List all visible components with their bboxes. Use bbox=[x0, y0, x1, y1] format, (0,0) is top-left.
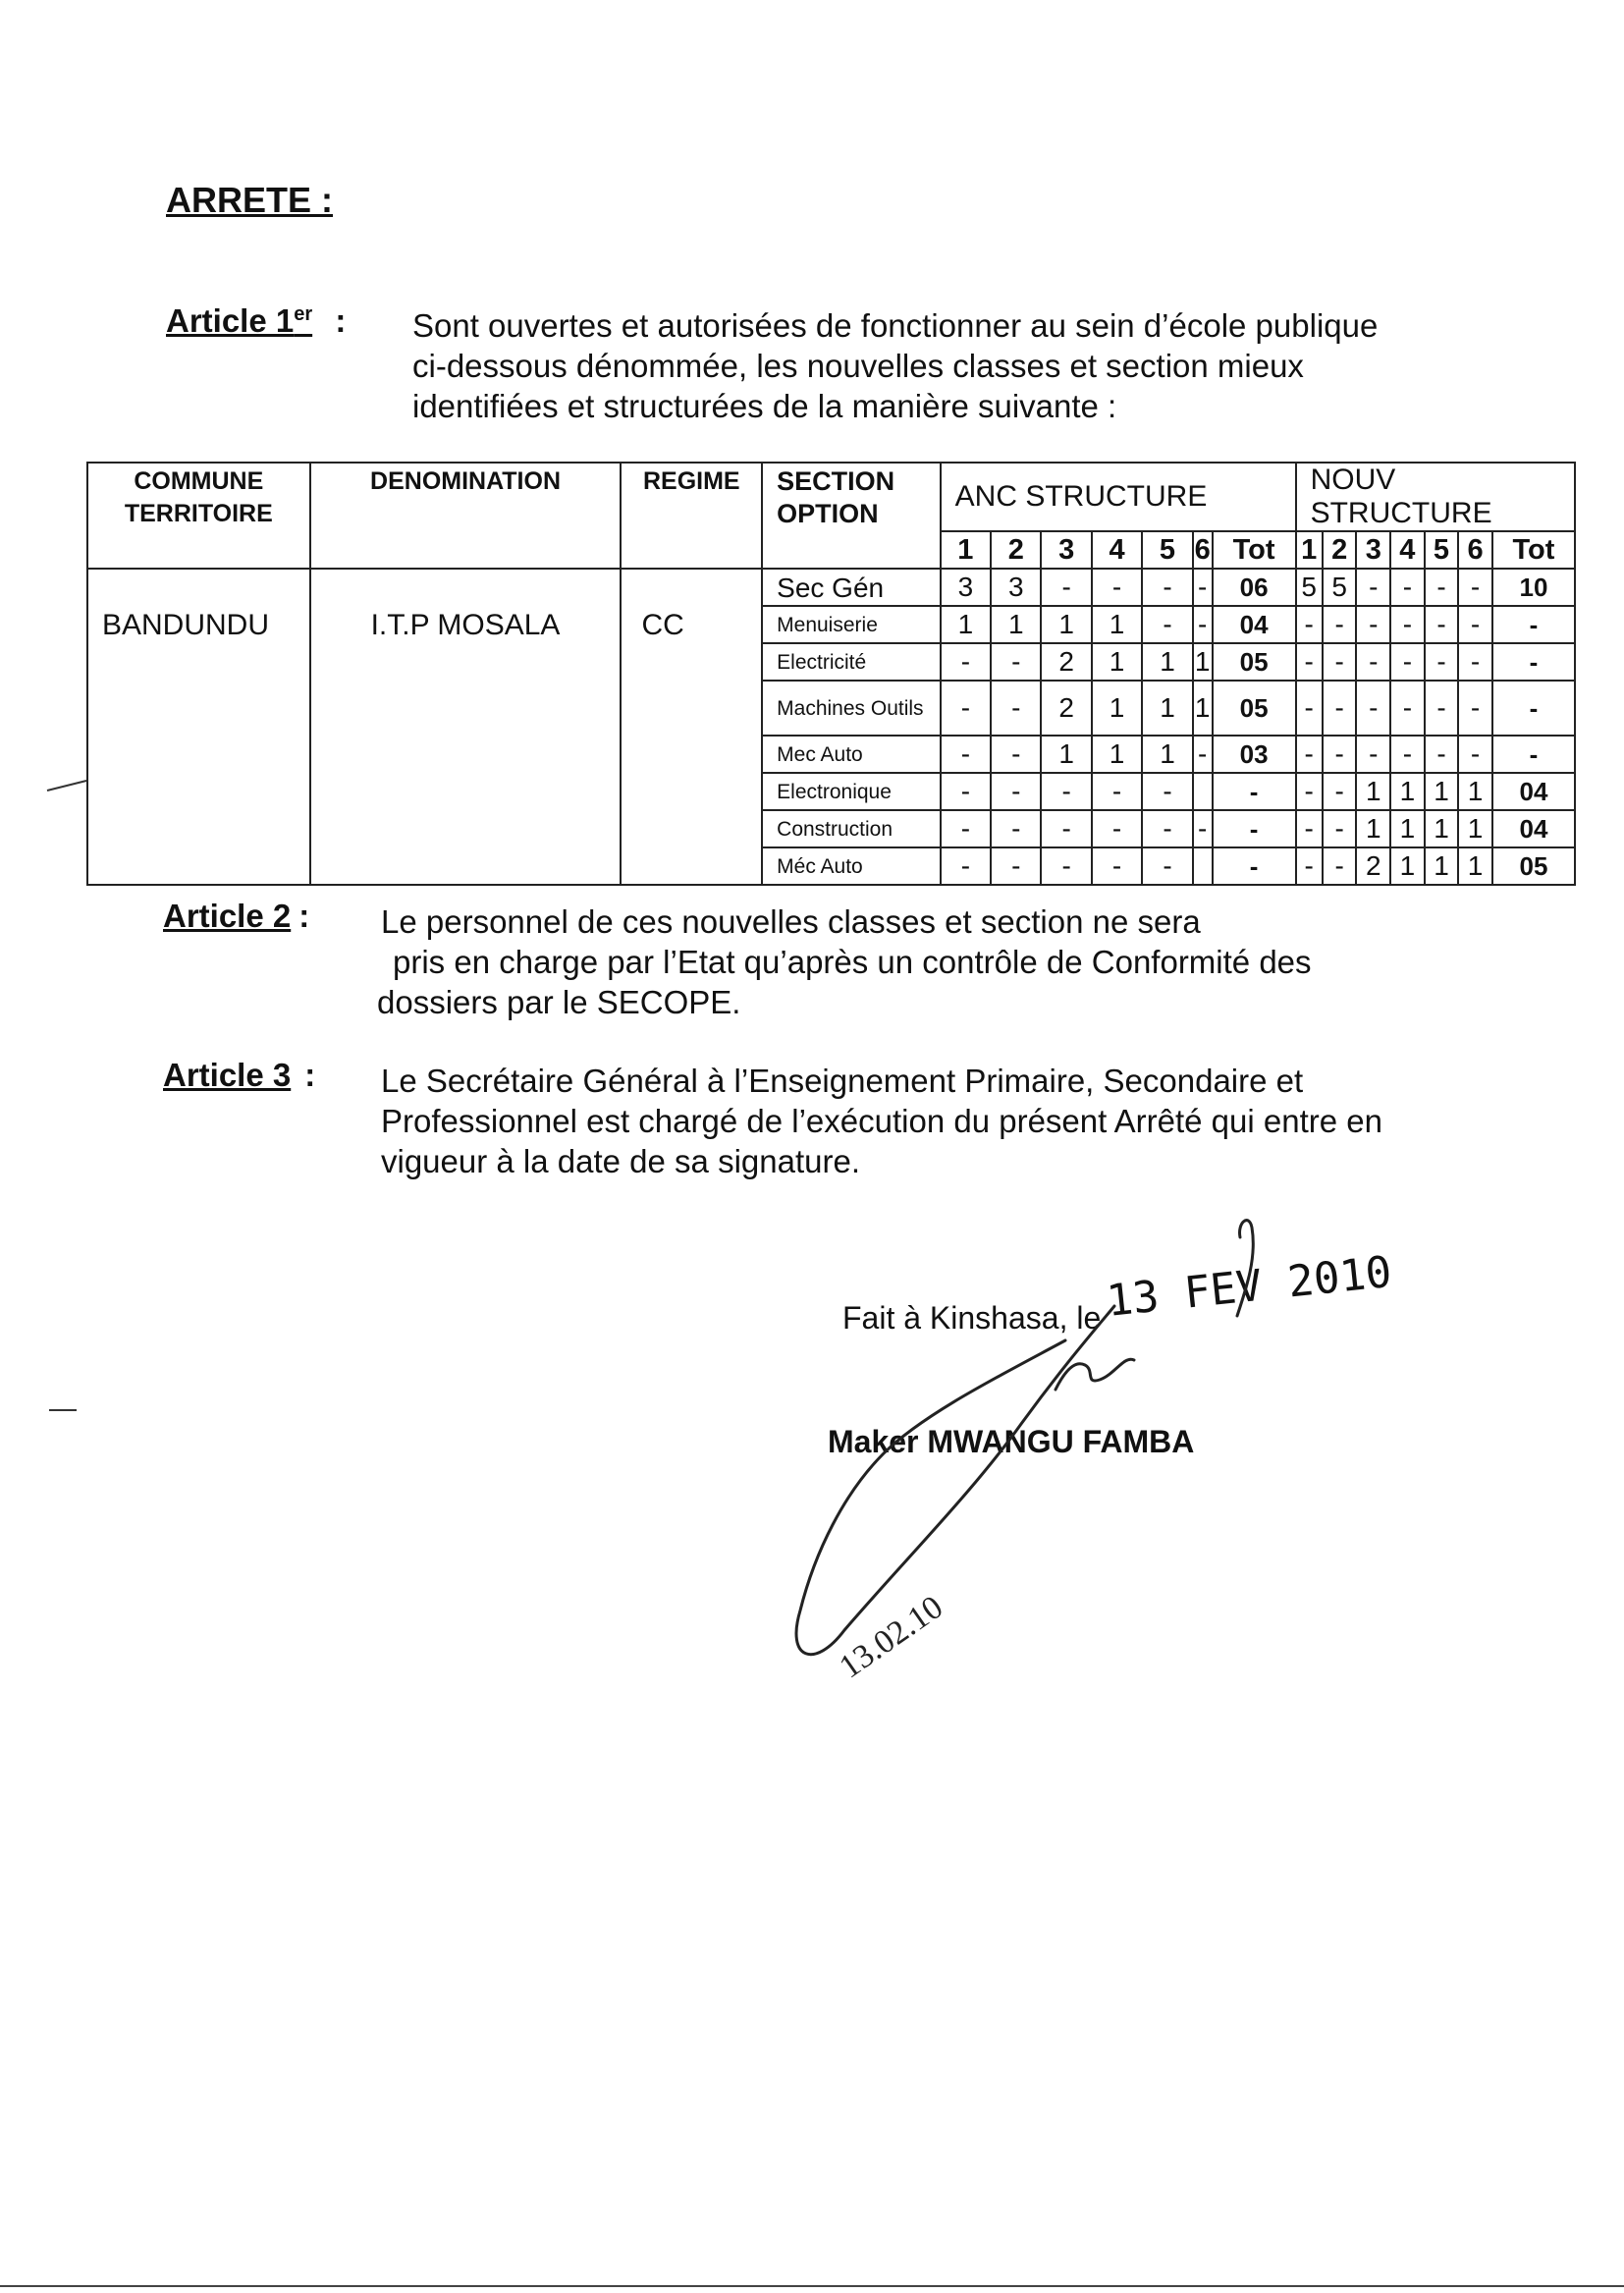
nouv-cell: - bbox=[1323, 773, 1357, 810]
anc-year-header: 5 bbox=[1142, 531, 1192, 569]
anc-cell: - bbox=[941, 810, 991, 847]
nouv-cell: 1 bbox=[1390, 847, 1425, 885]
header-section: SECTION OPTION bbox=[762, 463, 941, 569]
anc-cell: 1 bbox=[1193, 643, 1213, 681]
regime-cell: CC bbox=[621, 569, 762, 885]
anc-cell: - bbox=[1142, 847, 1192, 885]
nouv-cell: - bbox=[1323, 681, 1357, 736]
nouv-cell: - bbox=[1296, 847, 1323, 885]
anc-cell: 1 bbox=[1041, 736, 1091, 773]
anc-total-cell: - bbox=[1213, 810, 1296, 847]
article-2-line: pris en charge par l’Etat qu’après un contrôle de Conformité des bbox=[393, 944, 1312, 980]
nouv-cell: - bbox=[1458, 643, 1492, 681]
nouv-cell: - bbox=[1390, 736, 1425, 773]
anc-cell: - bbox=[1041, 847, 1091, 885]
nouv-cell: - bbox=[1458, 681, 1492, 736]
nouv-cell: 1 bbox=[1425, 847, 1459, 885]
anc-cell: - bbox=[1092, 569, 1142, 606]
anc-cell: - bbox=[991, 681, 1041, 736]
nouv-year-header: 6 bbox=[1458, 531, 1492, 569]
anc-cell: 3 bbox=[991, 569, 1041, 606]
anc-cell: - bbox=[991, 736, 1041, 773]
anc-total-cell: 05 bbox=[1213, 643, 1296, 681]
nouv-tot-header: Tot bbox=[1492, 531, 1575, 569]
article-2-label: Article 2 : bbox=[163, 898, 310, 934]
nouv-cell: - bbox=[1356, 606, 1390, 643]
anc-cell: - bbox=[1193, 569, 1213, 606]
nouv-total-cell: - bbox=[1492, 681, 1575, 736]
nouv-cell: 1 bbox=[1390, 773, 1425, 810]
nouv-year-header: 1 bbox=[1296, 531, 1323, 569]
nouv-cell: 1 bbox=[1458, 847, 1492, 885]
anc-year-header: 1 bbox=[941, 531, 991, 569]
nouv-cell: - bbox=[1296, 810, 1323, 847]
anc-cell: - bbox=[1041, 569, 1091, 606]
anc-total-cell: 03 bbox=[1213, 736, 1296, 773]
anc-cell: - bbox=[1092, 810, 1142, 847]
handwritten-date: 13.02.10 bbox=[833, 1588, 950, 1686]
section-cell: Méc Auto bbox=[762, 847, 941, 885]
header-nouv-structure: NOUV STRUCTURE bbox=[1296, 463, 1575, 531]
article-1-label: Article 1er : bbox=[166, 302, 347, 339]
nouv-year-header: 4 bbox=[1390, 531, 1425, 569]
margin-mark bbox=[47, 781, 86, 791]
anc-cell: 1 bbox=[1142, 681, 1192, 736]
nouv-year-header: 3 bbox=[1356, 531, 1390, 569]
article-2-line: dossiers par le SECOPE. bbox=[377, 984, 741, 1020]
nouv-cell: - bbox=[1390, 681, 1425, 736]
nouv-cell: - bbox=[1296, 681, 1323, 736]
anc-cell: - bbox=[1142, 606, 1192, 643]
nouv-cell: - bbox=[1323, 606, 1357, 643]
anc-cell: - bbox=[1193, 606, 1213, 643]
nouv-cell: - bbox=[1296, 643, 1323, 681]
header-commune: COMMUNE TERRITOIRE bbox=[87, 463, 310, 569]
anc-cell: - bbox=[1142, 810, 1192, 847]
article-2-line: Le personnel de ces nouvelles classes et section ne sera bbox=[381, 903, 1201, 940]
nouv-cell: - bbox=[1296, 773, 1323, 810]
anc-cell: - bbox=[1142, 773, 1192, 810]
nouv-year-header: 5 bbox=[1425, 531, 1459, 569]
nouv-year-header: 2 bbox=[1323, 531, 1357, 569]
heading-arrete: ARRETE : bbox=[166, 180, 333, 220]
header-regime: REGIME bbox=[621, 463, 762, 569]
anc-year-header: 4 bbox=[1092, 531, 1142, 569]
anc-cell: 1 bbox=[1142, 643, 1192, 681]
article-3-line: Professionnel est chargé de l’exécution du présent Arrêté qui entre en bbox=[381, 1103, 1382, 1139]
anc-total-cell: 06 bbox=[1213, 569, 1296, 606]
anc-tot-header: Tot bbox=[1213, 531, 1296, 569]
signatory-name: Maker MWANGU FAMBA bbox=[828, 1424, 1195, 1459]
anc-cell: 1 bbox=[1092, 606, 1142, 643]
article-1-line: Sont ouvertes et autorisées de fonctionner au sein d’école publique bbox=[412, 307, 1379, 344]
anc-cell: - bbox=[991, 810, 1041, 847]
article-3-line: Le Secrétaire Général à l’Enseignement Primaire, Secondaire et bbox=[381, 1063, 1304, 1099]
anc-total-cell: 04 bbox=[1213, 606, 1296, 643]
nouv-cell: - bbox=[1323, 643, 1357, 681]
section-cell: Construction bbox=[762, 810, 941, 847]
nouv-cell: 1 bbox=[1458, 810, 1492, 847]
nouv-cell: - bbox=[1390, 606, 1425, 643]
nouv-cell: - bbox=[1296, 736, 1323, 773]
nouv-cell: - bbox=[1323, 736, 1357, 773]
section-cell: Menuiserie bbox=[762, 606, 941, 643]
nouv-cell: 1 bbox=[1425, 773, 1459, 810]
nouv-cell: - bbox=[1425, 643, 1459, 681]
nouv-cell: - bbox=[1356, 569, 1390, 606]
nouv-cell: - bbox=[1458, 569, 1492, 606]
nouv-total-cell: 04 bbox=[1492, 773, 1575, 810]
anc-cell: 1 bbox=[1041, 606, 1091, 643]
nouv-cell: - bbox=[1390, 569, 1425, 606]
nouv-cell: - bbox=[1323, 847, 1357, 885]
anc-cell: 1 bbox=[1092, 736, 1142, 773]
anc-cell: - bbox=[1041, 773, 1091, 810]
nouv-cell: - bbox=[1425, 736, 1459, 773]
anc-cell: - bbox=[1142, 569, 1192, 606]
article-1-line: identifiées et structurées de la manière suivante : bbox=[412, 388, 1117, 424]
nouv-cell: - bbox=[1425, 569, 1459, 606]
header-denomination: DENOMINATION bbox=[310, 463, 622, 569]
anc-total-cell: - bbox=[1213, 847, 1296, 885]
nouv-cell: 5 bbox=[1323, 569, 1357, 606]
nouv-cell: - bbox=[1323, 810, 1357, 847]
nouv-cell: 5 bbox=[1296, 569, 1323, 606]
nouv-cell: - bbox=[1425, 681, 1459, 736]
anc-cell: 1 bbox=[941, 606, 991, 643]
nouv-cell: - bbox=[1356, 736, 1390, 773]
anc-cell: - bbox=[991, 847, 1041, 885]
nouv-cell: - bbox=[1356, 681, 1390, 736]
nouv-total-cell: - bbox=[1492, 643, 1575, 681]
denomination-cell: I.T.P MOSALA bbox=[310, 569, 622, 885]
anc-year-header: 2 bbox=[991, 531, 1041, 569]
anc-cell: 2 bbox=[1041, 681, 1091, 736]
section-cell: Machines Outils bbox=[762, 681, 941, 736]
nouv-total-cell: 05 bbox=[1492, 847, 1575, 885]
anc-cell: 1 bbox=[1193, 681, 1213, 736]
nouv-cell: - bbox=[1458, 606, 1492, 643]
nouv-cell: - bbox=[1425, 606, 1459, 643]
anc-cell: - bbox=[1193, 810, 1213, 847]
anc-cell: 1 bbox=[1092, 681, 1142, 736]
section-cell: Electricité bbox=[762, 643, 941, 681]
anc-cell: - bbox=[1092, 773, 1142, 810]
nouv-cell: - bbox=[1356, 643, 1390, 681]
anc-total-cell: 05 bbox=[1213, 681, 1296, 736]
anc-cell: - bbox=[941, 847, 991, 885]
anc-total-cell: - bbox=[1213, 773, 1296, 810]
header-anc-structure: ANC STRUCTURE bbox=[941, 463, 1296, 531]
article-1-line: ci-dessous dénommée, les nouvelles classes et section mieux bbox=[412, 348, 1304, 384]
nouv-total-cell: - bbox=[1492, 736, 1575, 773]
nouv-total-cell: 10 bbox=[1492, 569, 1575, 606]
nouv-cell: - bbox=[1296, 606, 1323, 643]
anc-cell: - bbox=[1041, 810, 1091, 847]
nouv-cell: 1 bbox=[1390, 810, 1425, 847]
anc-cell: - bbox=[1092, 847, 1142, 885]
anc-year-header: 6 bbox=[1193, 531, 1213, 569]
anc-cell: - bbox=[991, 643, 1041, 681]
anc-cell: - bbox=[991, 773, 1041, 810]
commune-cell: BANDUNDU bbox=[87, 569, 310, 885]
anc-cell: 3 bbox=[941, 569, 991, 606]
nouv-cell: 2 bbox=[1356, 847, 1390, 885]
article-3-line: vigueur à la date de sa signature. bbox=[381, 1143, 860, 1179]
place-line: Fait à Kinshasa, le bbox=[842, 1300, 1102, 1336]
nouv-total-cell: - bbox=[1492, 606, 1575, 643]
nouv-cell: - bbox=[1390, 643, 1425, 681]
anc-cell: 1 bbox=[991, 606, 1041, 643]
nouv-cell: 1 bbox=[1458, 773, 1492, 810]
anc-cell: 1 bbox=[1142, 736, 1192, 773]
nouv-cell: - bbox=[1458, 736, 1492, 773]
anc-cell: - bbox=[1193, 736, 1213, 773]
section-cell: Mec Auto bbox=[762, 736, 941, 773]
anc-cell: - bbox=[941, 643, 991, 681]
nouv-cell: 1 bbox=[1425, 810, 1459, 847]
signature-strokes bbox=[796, 1221, 1253, 1655]
section-cell: Sec Gén bbox=[762, 569, 941, 606]
section-cell: Electronique bbox=[762, 773, 941, 810]
anc-cell: - bbox=[941, 736, 991, 773]
article-3-label: Article 3 : bbox=[163, 1057, 316, 1093]
anc-cell: - bbox=[941, 773, 991, 810]
nouv-cell: 1 bbox=[1356, 773, 1390, 810]
anc-cell: - bbox=[941, 681, 991, 736]
nouv-cell: 1 bbox=[1356, 810, 1390, 847]
anc-cell: 2 bbox=[1041, 643, 1091, 681]
anc-cell: 1 bbox=[1092, 643, 1142, 681]
anc-year-header: 3 bbox=[1041, 531, 1091, 569]
nouv-total-cell: 04 bbox=[1492, 810, 1575, 847]
stamp-date: 13 FEV 2010 bbox=[1104, 1246, 1394, 1327]
